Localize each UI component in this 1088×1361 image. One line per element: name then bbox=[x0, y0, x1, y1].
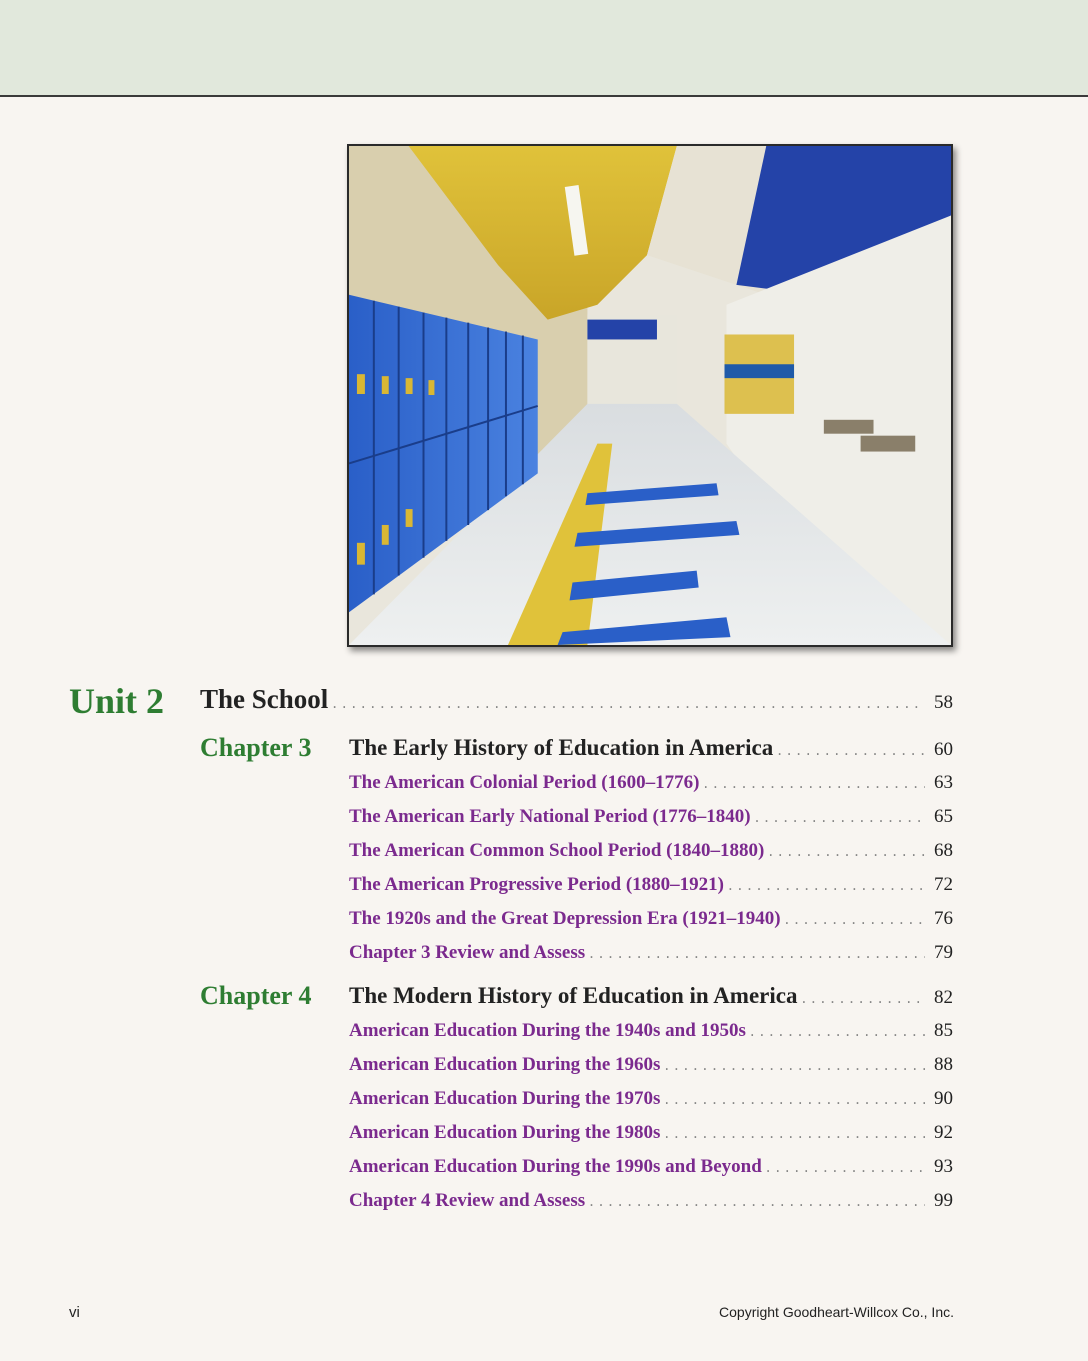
page-number: 90 bbox=[934, 1088, 953, 1109]
page-number: 58 bbox=[934, 692, 953, 713]
chapter-4-label: Chapter 4 bbox=[200, 981, 312, 1010]
page-number: 65 bbox=[934, 806, 953, 827]
hallway-illustration bbox=[349, 146, 951, 645]
section-title: The American Early National Period (1776–1840) bbox=[349, 806, 751, 827]
dot-leader bbox=[785, 910, 925, 928]
chapter-4-entry[interactable] bbox=[349, 983, 953, 1009]
page-number: 85 bbox=[934, 1020, 953, 1041]
section-title: The American Progressive Period (1880–1921) bbox=[349, 874, 725, 895]
section-entry[interactable] bbox=[349, 908, 953, 930]
dot-leader bbox=[703, 774, 925, 792]
school-hallway-photo bbox=[347, 144, 953, 647]
dot-leader bbox=[777, 741, 925, 759]
dot-leader bbox=[664, 1090, 925, 1108]
page-number: 72 bbox=[934, 874, 953, 895]
section-title: The American Colonial Period (1600–1776) bbox=[349, 772, 700, 793]
page-number: 60 bbox=[934, 739, 953, 760]
dot-leader bbox=[728, 876, 925, 894]
dot-leader bbox=[768, 842, 925, 860]
section-title: American Education During the 1970s bbox=[349, 1088, 661, 1109]
section-entry[interactable] bbox=[349, 806, 953, 828]
unit-label: Unit 2 bbox=[69, 681, 165, 721]
unit-entry[interactable] bbox=[200, 684, 953, 715]
section-title: American Education During the 1980s bbox=[349, 1122, 661, 1143]
section-entry[interactable] bbox=[349, 840, 953, 862]
unit-title: The School bbox=[200, 684, 329, 714]
header-band bbox=[0, 0, 1088, 97]
section-title: American Education During the 1990s and Beyond bbox=[349, 1156, 762, 1177]
section-title: American Education During the 1940s and 1950s bbox=[349, 1020, 746, 1041]
page-number: 88 bbox=[934, 1054, 953, 1075]
section-entry[interactable] bbox=[349, 1156, 953, 1178]
page-number: 68 bbox=[934, 840, 953, 861]
page-number: 92 bbox=[934, 1122, 953, 1143]
section-entry[interactable] bbox=[349, 1190, 953, 1212]
chapter-title: The Early History of Education in America bbox=[349, 735, 774, 760]
section-title: American Education During the 1960s bbox=[349, 1054, 661, 1075]
section-title: The American Common School Period (1840–1880) bbox=[349, 840, 765, 861]
page-number: 93 bbox=[934, 1156, 953, 1177]
page-number: 82 bbox=[934, 987, 953, 1008]
chapter-3-label: Chapter 3 bbox=[200, 733, 312, 762]
chapter-title: The Modern History of Education in America bbox=[349, 983, 798, 1008]
section-title: Chapter 4 Review and Assess bbox=[349, 1190, 586, 1211]
section-entry[interactable] bbox=[349, 942, 953, 964]
dot-leader bbox=[801, 989, 925, 1007]
page-number: 79 bbox=[934, 942, 953, 963]
dot-leader bbox=[664, 1124, 925, 1142]
section-entry[interactable] bbox=[349, 772, 953, 794]
page-number: 63 bbox=[934, 772, 953, 793]
dot-leader bbox=[750, 1022, 925, 1040]
dot-leader bbox=[766, 1158, 925, 1176]
page-number: 76 bbox=[934, 908, 953, 929]
folio-page-numeral: vi bbox=[69, 1304, 80, 1321]
dot-leader bbox=[755, 808, 925, 826]
section-entry[interactable] bbox=[349, 1054, 953, 1076]
dot-leader bbox=[589, 1192, 925, 1210]
section-title: The 1920s and the Great Depression Era (1921–1940) bbox=[349, 908, 781, 929]
dot-leader bbox=[332, 694, 925, 712]
section-entry[interactable] bbox=[349, 1020, 953, 1042]
copyright-notice: Copyright Goodheart-Willcox Co., Inc. bbox=[719, 1304, 954, 1320]
section-entry[interactable] bbox=[349, 874, 953, 896]
dot-leader bbox=[589, 944, 925, 962]
section-title: Chapter 3 Review and Assess bbox=[349, 942, 586, 963]
page-number: 99 bbox=[934, 1190, 953, 1211]
dot-leader bbox=[664, 1056, 925, 1074]
chapter-3-entry[interactable] bbox=[349, 735, 953, 761]
section-entry[interactable] bbox=[349, 1088, 953, 1110]
section-entry[interactable] bbox=[349, 1122, 953, 1144]
